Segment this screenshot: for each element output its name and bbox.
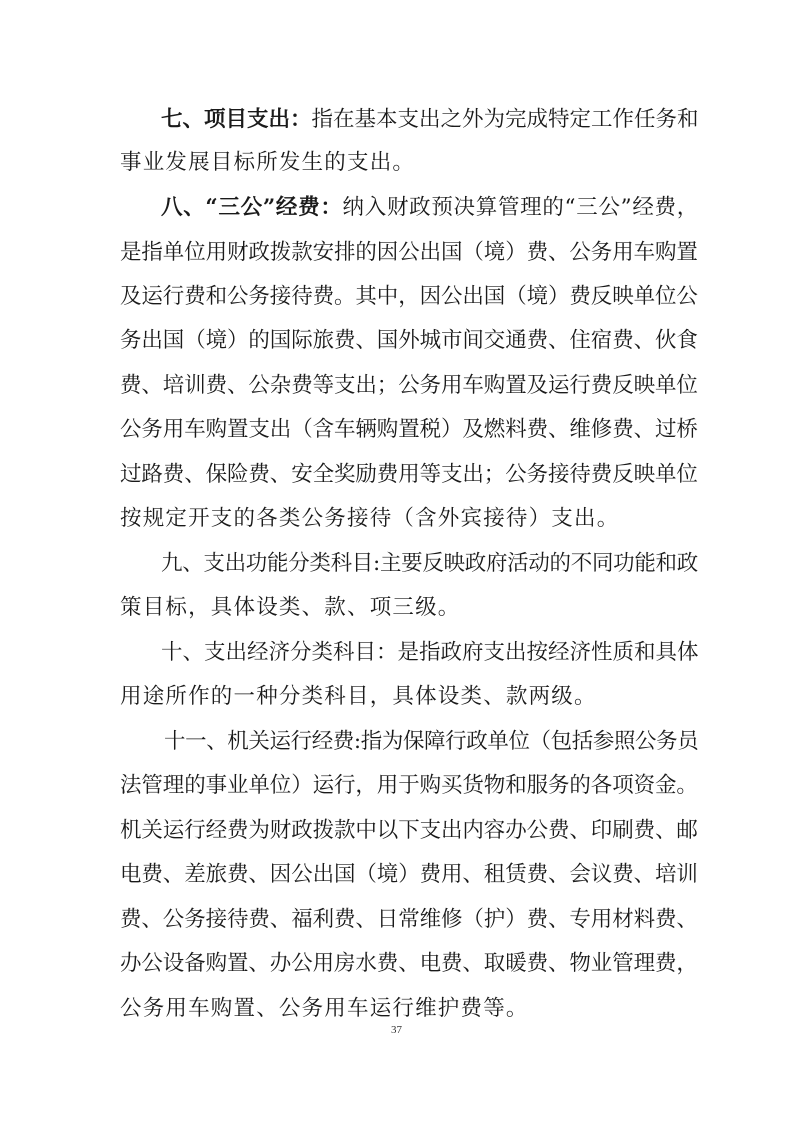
paragraph-8-line-3 [120,283,698,311]
body-text: 纳入财政预决算管理的“三公”经费， [342,195,699,220]
paragraph-11-line-3 [120,817,698,845]
paragraph-9-line-2 [120,594,461,622]
body-text: 公务用车购置、公务用车运行维护费等。 [120,996,529,1021]
body-text: 指为保障行政单位（包括参照公务员 [360,729,699,754]
paragraph-7-line-2 [120,149,415,177]
page-number: 37 [391,1024,402,1036]
body-text: 法管理的事业单位）运行，用于购买货物和服务的各项资金。 [120,773,698,798]
body-text: 公务用车购置支出（含车辆购置税）及燃料费、维修费、过桥 [120,417,698,442]
body-text: 机关运行经费为财政拨款中以下支出内容办公费、印刷费、邮 [120,818,698,843]
paragraph-8-line-1 [161,194,699,222]
body-text: 用途所作的一种分类科目，具体设类、款两级。 [120,684,597,709]
paragraph-11-line-6 [120,950,698,978]
body-text: 指在基本支出之外为完成特定工作任务和 [311,107,699,132]
paragraph-11-line-1 [164,728,698,756]
term-heading: 八、“三公”经费： [161,195,343,220]
paragraph-11-line-5 [120,906,698,934]
paragraph-8-line-4 [120,327,698,355]
term-heading: 七、项目支出： [161,107,312,132]
body-text: 及运行费和公务接待费。其中，因公出国（境）费反映单位公 [120,284,698,309]
term-heading: 十一、机关运行经费: [164,729,361,754]
body-text: 务出国（境）的国际旅费、国外城市间交通费、住宿费、伙食 [120,328,698,353]
body-text: 过路费、保险费、安全奖励费用等支出；公务接待费反映单位 [120,462,698,487]
paragraph-8-line-8 [120,505,619,533]
paragraph-11-line-4 [120,861,698,889]
paragraph-8-line-6 [120,416,698,444]
body-text: 策目标，具体设类、款、项三级。 [120,595,461,620]
paragraph-8-line-5 [120,372,698,400]
paragraph-10-line-2 [120,683,597,711]
paragraph-9-line-1 [161,550,698,578]
body-text: 电费、差旅费、因公出国（境）费用、租赁费、会议费、培训 [120,862,698,887]
body-text: 费、培训费、公杂费等支出；公务用车购置及运行费反映单位 [120,373,698,398]
paragraph-8-line-2 [120,239,698,267]
term-heading: 十、支出经济分类科目： [161,640,398,665]
paragraph-11-line-2 [120,772,698,800]
paragraph-10-line-1 [161,639,699,667]
body-text: 按规定开支的各类公务接待（含外宾接待）支出。 [120,506,620,531]
paragraph-8-line-7 [120,461,698,489]
body-text: 事业发展目标所发生的支出。 [120,150,416,175]
body-text: 是指政府支出按经济性质和具体 [397,640,699,665]
term-heading: 九、支出功能分类科目: [161,551,380,576]
body-text: 费、公务接待费、福利费、日常维修（护）费、专用材料费、 [120,907,698,932]
body-text: 主要反映政府活动的不同功能和政 [379,551,698,576]
body-text: 是指单位用财政拨款安排的因公出国（境）费、公务用车购置 [120,240,698,265]
paragraph-11-line-7 [120,995,529,1023]
paragraph-7-line-1 [161,106,699,134]
body-text: 办公设备购置、办公用房水费、电费、取暖费、物业管理费， [120,951,698,976]
